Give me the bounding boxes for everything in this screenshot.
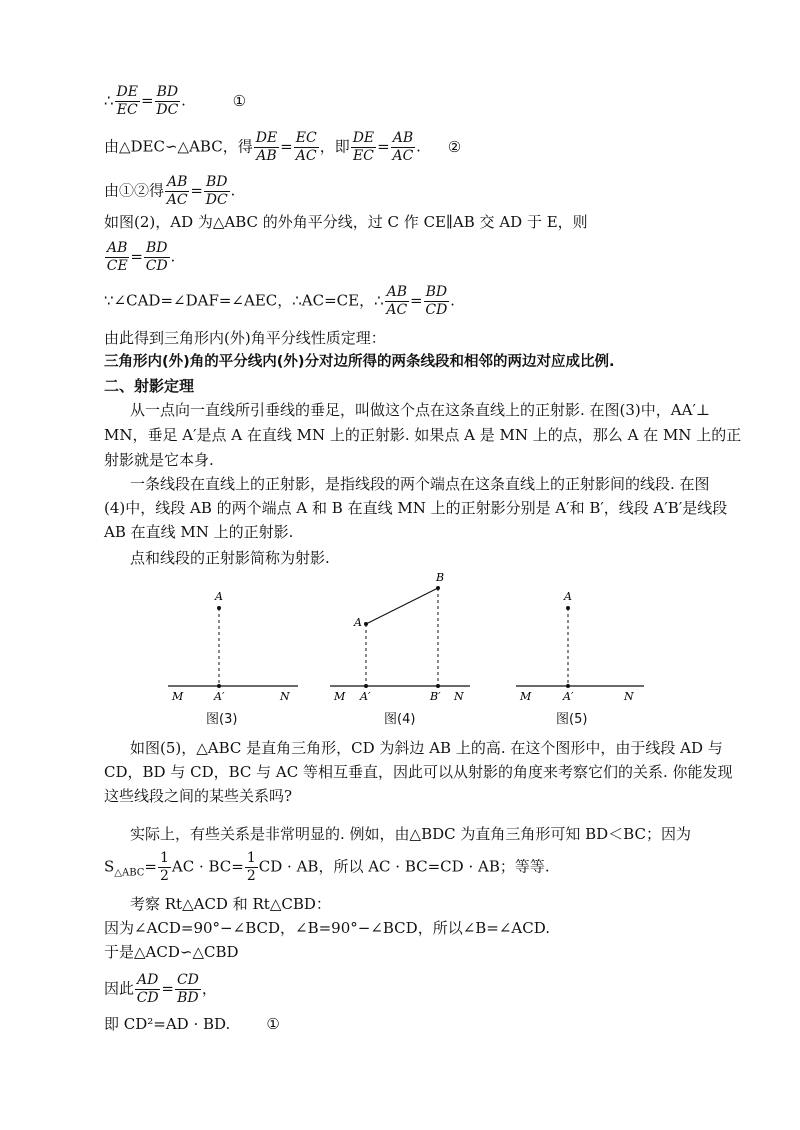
text-line: 如图(2)，AD 为△ABC 的外角平分线，过 C 作 CE∥AB 交 AD 于 E，则 <box>104 213 588 231</box>
equation-mark: ① <box>266 1015 280 1033</box>
point-a-prime <box>217 684 221 688</box>
fraction: $\frac{BD}{DC}$ <box>156 84 179 118</box>
paragraph-line: 于是△ACD∽△CBD <box>104 943 239 961</box>
figure-4-caption: 图(4) <box>384 712 416 727</box>
paragraph-line: 从一点向一直线所引垂线的垂足，叫做这个点在这条直线上的正射影. 在图(3)中，AA′⊥ <box>130 401 710 419</box>
equation-3: 由①②得 $\frac{AB}{AC}$ = $\frac{BD}{DC}$ . <box>104 174 236 208</box>
equation-mark: ② <box>447 137 462 156</box>
therefore-symbol: ∴ <box>104 91 114 110</box>
label-m: M <box>334 690 346 703</box>
label-a-prime: A′ <box>563 690 574 703</box>
equation-5: ∵∠CAD=∠DAF=∠AEC，∴AC=CE，∴ $\frac{AB}{AC}$ = $\frac{BD}{CD}$ . <box>104 284 455 318</box>
area-equation: $S_{\triangle ABC}=$ $\frac{1}{2}$ AC · BC= $\frac{1}{2}$ CD · AB，所以 AC · BC=CD · AB；等等. <box>104 850 550 884</box>
label-a: A <box>354 616 362 629</box>
paragraph-line: (4)中，线段 AB 的两个端点 A 和 B 在直线 MN 上的正射影分别是 A′和 B′，线段 A′B′是线段 <box>104 499 728 517</box>
paragraph-line: 一条线段在直线上的正射影，是指线段的两个端点在这条直线上的正射影间的线段. 在图 <box>130 475 710 493</box>
figure-3-caption: 图(3) <box>206 712 238 727</box>
equation-mark: ① <box>232 91 247 110</box>
equation-result: 即 CD²=AD · BD. ① <box>104 1015 280 1033</box>
label-m: M <box>172 690 184 703</box>
fraction: $\frac{DE}{EC}$ <box>116 84 138 118</box>
equation-4: $\frac{AB}{CE}$ = $\frac{BD}{CD}$ . <box>106 240 176 274</box>
segment-ab <box>366 588 438 624</box>
equation-proportion: 因此 $\frac{AD}{CD}$ = $\frac{CD}{BD}$ ， <box>104 972 217 1006</box>
figure-5 <box>516 584 646 734</box>
equation-2: 由△DEC∽△ABC，得 $\frac{DE}{AB}$ = $\frac{EC}{AC}$ ，即 $\frac{DE}{EC}$ = $\frac{AB}{AC}$ . ② <box>104 130 462 164</box>
figure-4 <box>330 568 475 734</box>
paragraph-line: 因为∠ACD=90°−∠BCD，∠B=90°−∠BCD，所以∠B=∠ACD. <box>104 919 550 937</box>
label-m: M <box>520 690 532 703</box>
label-b-prime: B′ <box>430 690 441 703</box>
paragraph-line: CD，BD 与 CD，BC 与 AC 等相互垂直，因此可以从射影的角度来考察它们的关系. 你能发现 <box>104 763 733 781</box>
paragraph-line: MN，垂足 A′是点 A 在直线 MN 上的正射影. 如果点 A 是 MN 上的点，那么 A 在 MN 上的正 <box>104 426 742 444</box>
label-n: N <box>454 690 464 703</box>
paragraph-line: 射影就是它本身. <box>104 451 214 469</box>
point-a <box>217 606 221 610</box>
paragraph-line: 如图(5)，△ABC 是直角三角形，CD 为斜边 AB 上的高. 在这个图形中，由于线段 AD 与 <box>130 739 723 757</box>
label-a-prime: A′ <box>214 690 225 703</box>
label-n: N <box>280 690 290 703</box>
figure-5-caption: 图(5) <box>556 712 588 727</box>
label-a: A <box>215 590 223 603</box>
label-a: A <box>564 590 572 603</box>
equation-1: ∴ $\frac{DE}{EC}$ = $\frac{BD}{DC}$ . ① <box>104 84 247 118</box>
label-b: B <box>436 571 445 584</box>
paragraph-line: 考察 Rt△ACD 和 Rt△CBD： <box>130 895 331 913</box>
label-a-prime: A′ <box>360 690 371 703</box>
paragraph-line: 这些线段之间的某些关系吗? <box>104 787 293 805</box>
paragraph-line: 实际上，有些关系是非常明显的. 例如，由△BDC 为直角三角形可知 BD＜BC；因为 <box>130 825 691 843</box>
theorem-statement: 三角形内(外)角的平分线内(外)分对边所得的两条线段和相邻的两边对应成比例. <box>104 354 615 370</box>
figure-3 <box>168 584 298 734</box>
label-n: N <box>624 690 634 703</box>
section-heading: 二、射影定理 <box>104 377 195 395</box>
paragraph-line: 点和线段的正射影简称为射影. <box>130 549 330 567</box>
text-line: 由此得到三角形内(外)角平分线性质定理： <box>104 329 386 347</box>
paragraph-line: AB 在直线 MN 上的正射影. <box>104 523 294 541</box>
